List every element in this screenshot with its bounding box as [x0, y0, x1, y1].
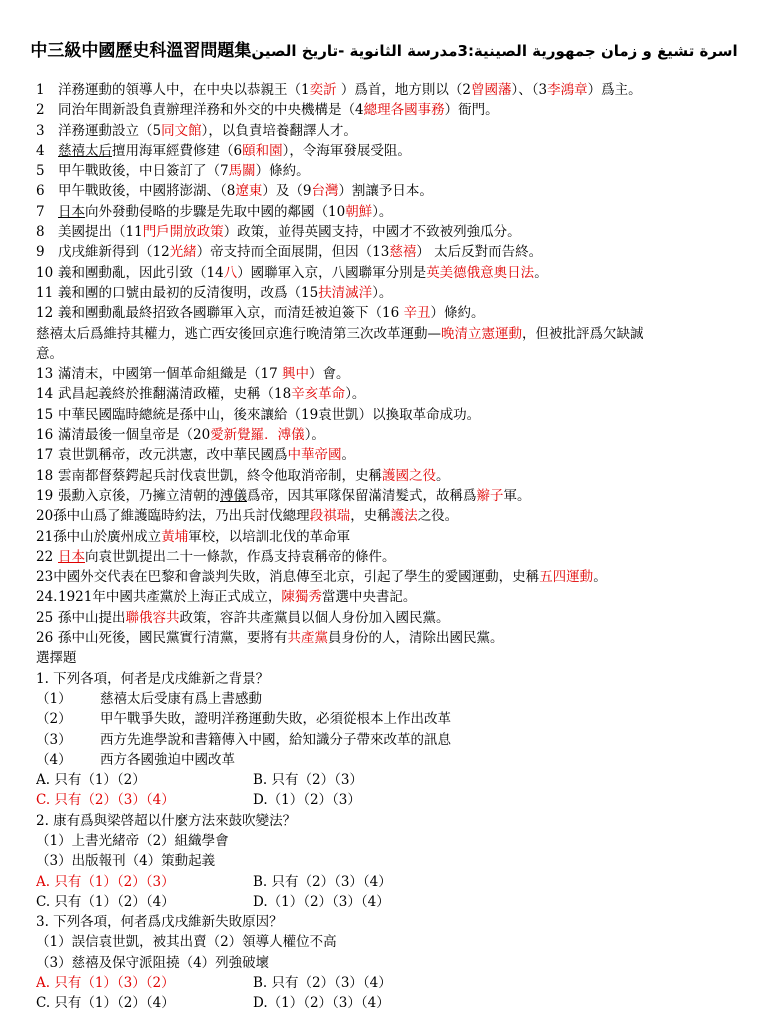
q3-items: （1）誤信袁世凱，被其出賣（2）領導人權位不高 [36, 934, 337, 951]
question-text: 滿清最後一個皇帝是（20 [58, 427, 211, 444]
answer-text: 同文館 [161, 122, 202, 139]
question-number: 1 [36, 82, 45, 98]
question-text: ）條約。 [255, 163, 310, 180]
options-row [36, 892, 748, 912]
item-key: （1） [36, 690, 72, 707]
question-text: 軍。 [503, 487, 531, 504]
fill-question [36, 567, 748, 587]
option-a-answer: A. 只有（1）（2）（3） [36, 873, 175, 890]
item-key: （3） [36, 731, 72, 748]
fill-question [36, 506, 748, 526]
question-number: 11 [36, 284, 54, 301]
answer-text: 總理各國事務 [363, 102, 445, 119]
answer-text: 辮子 [476, 487, 504, 504]
question-text: 爲帝，因其軍隊保留滿清髮式，故稱爲 [247, 487, 477, 504]
content [36, 80, 748, 1014]
answer-text: 遼東 [235, 183, 263, 200]
question-text: 孫中山爲了維護臨時約法，乃出兵討伐總理 [53, 508, 310, 525]
fill-question [36, 303, 748, 323]
fill-question [36, 445, 748, 465]
question-number: 6 [36, 183, 45, 200]
answer-text: 黃埔 [161, 528, 189, 545]
question-text: 洋務運動設立（5 [58, 122, 162, 139]
question-text: 張勳入京後，乃擁立清朝的 [58, 487, 220, 504]
q2-items: （1）上書光緒帝（2）組織學會 [36, 832, 229, 849]
question-number: 18 [36, 467, 54, 484]
fill-question [36, 628, 748, 648]
title-chinese: 中三級中國歷史科溫習問題集 [30, 41, 252, 61]
question-text: 慈禧太后爲維持其權力，逃亡西安後回京進行晚清第三次改革運動— [36, 325, 441, 342]
question-number: 3 [36, 122, 45, 139]
question-number: 21 [36, 528, 54, 545]
answer-text: 曾國藩 [470, 82, 512, 98]
question-text: 義和團動亂最終招致各國聯軍入京，而清廷被迫簽下（16 [58, 305, 404, 322]
fill-question [36, 486, 748, 506]
question-number: 23 [36, 569, 54, 586]
question-text: ）條約。 [430, 305, 485, 322]
fill-question [36, 466, 748, 486]
answer-text: 護國之役 [382, 467, 436, 484]
question-text: 孫中山於廣州成立 [53, 528, 162, 545]
question-text: 。 [534, 264, 548, 281]
question-number: 20 [36, 508, 54, 525]
question-text: 溥儀 [220, 487, 247, 504]
question-text: ），令海軍發展受阻。 [282, 142, 411, 159]
question-text: 慈禧太后 [58, 142, 112, 159]
question-text: 。 [436, 467, 450, 484]
option-d: D.（1）（2）（3） [253, 792, 361, 809]
question-text: 武昌起義終於推翻滿清政權，史稱（18 [58, 386, 292, 403]
answer-text: 聯俄容共 [125, 609, 180, 626]
fill-question [36, 161, 748, 181]
question-text: 義和團動亂，因此引致（14 [58, 264, 224, 281]
option-b: B. 只有（2）（3） [253, 772, 363, 789]
question-text: 美國提出（11 [58, 224, 143, 241]
question-text: 甲午戰敗後，中日簽訂了（7 [58, 163, 229, 180]
answer-text: 馬關 [228, 163, 256, 180]
answer-text: 共產黨 [287, 630, 328, 647]
question-number: 24. [36, 589, 58, 606]
answer-text: 李鴻章 [547, 82, 588, 98]
fill-question [36, 242, 748, 262]
question-text: ）。 [345, 386, 366, 403]
question-number: 19 [36, 487, 54, 504]
question-text: ） 太后反對而告終。 [416, 244, 543, 261]
question-text: 當選中央書記。 [321, 589, 417, 606]
question-number: 8 [36, 224, 45, 241]
question-stem: 1. 下列各項，何者是戊戌維新之背景？ [36, 670, 270, 687]
item-text: 西方先進學說和書籍傳入中國，給知識分子帶來改革的訊息 [100, 731, 451, 748]
question-text: 意。 [36, 345, 63, 362]
title-arabic: اسرة تشيغ و زمان جمهورية الصينية:3مدرسة الثانوية -تاريخ الصين [251, 42, 738, 60]
question-text: 軍校，以培訓北伐的革命軍 [188, 528, 351, 545]
answer-text: 晚清立憲運動 [441, 325, 522, 342]
question-text: ）帝支持而全面展開，但因（13 [196, 244, 390, 261]
question-stem: 3. 下列各項，何者爲戊戌維新失敗原因？ [36, 914, 283, 931]
question-text: ）及（9 [262, 183, 312, 200]
question-number: 26 [36, 630, 54, 647]
page-title [0, 36, 768, 61]
question-text: ）割讓予日本。 [338, 183, 433, 200]
question-text: 雲南都督蔡鍔起兵討伐袁世凱，終令他取消帝制，史稱 [58, 467, 382, 484]
fill-question [36, 181, 748, 201]
question-text: 。 [341, 447, 355, 464]
question-number: 12 [36, 305, 54, 322]
fill-question [36, 405, 748, 425]
question-number: 22 [36, 548, 54, 565]
answer-text: 興中 [281, 366, 309, 383]
option-c: C. 只有（1）（2）（4） [36, 995, 175, 1012]
fill-question [36, 324, 748, 344]
question-text: 中華民國臨時總統是孫中山，後來讓給（19袁世凱）以換取革命成功。 [58, 406, 481, 423]
fill-in-section [36, 80, 748, 648]
answer-text: 門戶開放政策 [142, 224, 224, 241]
fill-question [36, 80, 748, 100]
answer-text: 光緒 [169, 244, 197, 261]
question-text: 甲午戰敗後，中國將澎湖、（8 [58, 183, 236, 200]
question-number: 9 [36, 244, 45, 261]
answer-text: 中華帝國 [287, 447, 342, 464]
question-text: ）。 [304, 427, 325, 444]
question-number: 2 [36, 102, 45, 119]
question-text: 向外發動侵略的步驟是先取中國的鄰國（10 [85, 203, 346, 220]
question-text: ）衙門。 [444, 102, 499, 119]
fill-question [36, 263, 748, 283]
options-row [36, 872, 748, 892]
question-text: 洋務運動的領導人中，在中央以恭親王（1 [58, 82, 310, 98]
question-number: 17 [36, 447, 54, 464]
question-text: ）。 [372, 203, 393, 220]
q2-items: （3）出版報刊（4）策動起義 [36, 853, 216, 870]
question-text: 中國外交代表在巴黎和會談判失敗，消息傳至北京，引起了學生的愛國運動，史稱 [53, 569, 540, 586]
fill-question [36, 608, 748, 628]
question-number: 7 [36, 203, 45, 220]
fill-question [36, 121, 748, 141]
q3-items: （3）慈禧及保守派阻撓（4）列強破壞 [36, 954, 270, 971]
answer-text: 護法 [390, 508, 418, 525]
answer-text: 台灣 [311, 183, 339, 200]
mc-heading: 選擇題 [36, 650, 77, 667]
option-a: A. 只有（1）（2） [36, 772, 146, 789]
answer-text: 日本 [58, 548, 85, 565]
answer-text: 段祺瑞 [309, 508, 351, 525]
options-row [36, 973, 748, 993]
q1-item [36, 750, 748, 770]
question-text: 義和團的口號由最初的反清復明，改爲（15 [58, 284, 319, 301]
answer-text: 辛丑 [403, 305, 431, 322]
question-text: 袁世凱稱帝，改元洪憲，改中華民國爲 [58, 447, 288, 464]
option-d: D.（1）（2）（3）（4） [253, 893, 390, 910]
q1-item [36, 689, 748, 709]
question-text: 之役。 [417, 508, 459, 525]
question-text: ）爲主。 [587, 82, 642, 98]
question-text: ）政策，並得英國支持，中國才不致被列強瓜分。 [223, 224, 521, 241]
answer-text: 八 [223, 264, 238, 281]
fill-question [36, 364, 748, 384]
q1-item [36, 709, 748, 729]
answer-text: 陳獨秀 [281, 589, 322, 606]
answer-text: 辛亥革命 [291, 386, 346, 403]
question-number: 10 [36, 264, 54, 281]
answer-text: 英美德俄意奧日法 [426, 264, 535, 281]
q1-item [36, 730, 748, 750]
item-text: 甲午戰爭失敗，證明洋務運動失敗，必須從根本上作出改革 [100, 711, 451, 728]
fill-question [36, 527, 748, 547]
question-text: ）。 [372, 284, 393, 301]
question-text: 向袁世凱提出二十一條款，作爲支持袁稱帝的條件。 [85, 548, 396, 565]
option-c: C. 只有（1）（2）（4） [36, 893, 175, 910]
question-text: 擅用海軍經費修建（6 [112, 142, 243, 159]
option-b: B. 只有（2）（3）（4） [253, 975, 392, 992]
question-number: 5 [36, 163, 45, 180]
question-text: 戊戌維新得到（12 [58, 244, 170, 261]
item-key: （4） [36, 751, 72, 768]
question-text: ，史稱 [350, 508, 391, 525]
fill-question [36, 222, 748, 242]
option-a-answer: A. 只有（1）（3）（2） [36, 975, 175, 992]
question-text: 同治年間新設負責辦理洋務和外交的中央機構是（4 [58, 102, 364, 119]
question-text: 孫中山提出 [58, 609, 126, 626]
answer-text: 五四運動 [539, 569, 594, 586]
item-text: 西方各國強迫中國改革 [100, 751, 235, 768]
question-number: 13 [36, 366, 54, 383]
fill-question [36, 425, 748, 445]
fill-question [36, 384, 748, 404]
answer-text: 頤和園 [242, 142, 283, 159]
answer-text: 朝鮮 [345, 203, 373, 220]
question-text: 1921年中國共產黨於上海正式成立， [58, 589, 282, 606]
fill-question [36, 587, 748, 607]
question-number: 15 [36, 406, 54, 423]
options-row [36, 790, 748, 810]
options-row [36, 770, 748, 790]
option-d: D.（1）（2）（3）（4） [253, 995, 390, 1012]
answer-text: 慈禧 [389, 244, 417, 261]
question-text: ）會。 [308, 366, 350, 383]
question-text: ）、（3 [511, 82, 548, 98]
answer-text: 愛新覺羅．溥儀 [210, 427, 305, 444]
question-number: 14 [36, 386, 54, 403]
question-text: 員身份的人，清除出國民黨。 [328, 630, 504, 647]
item-key: （2） [36, 711, 72, 728]
question-text: 政策，容許共產黨員以個人身份加入國民黨。 [179, 609, 450, 626]
fill-question [36, 547, 748, 567]
fill-question [36, 100, 748, 120]
question-number: 25 [36, 609, 54, 626]
question-number: 4 [36, 142, 45, 159]
options-row [36, 993, 748, 1013]
answer-text: 奕訢 [309, 82, 337, 98]
answer-text: 扶清滅洋 [318, 284, 373, 301]
fill-question [36, 141, 748, 161]
fill-question [36, 202, 748, 222]
question-text: ）國聯軍入京，八國聯軍分別是 [237, 264, 427, 281]
question-text: 日本 [58, 203, 85, 220]
fill-question [36, 283, 748, 303]
item-text: 慈禧太后受康有爲上書感動 [100, 690, 262, 707]
question-text: 滿清末，中國第一個革命組織是（17 [58, 366, 282, 383]
option-b: B. 只有（2）（3）（4） [253, 873, 392, 890]
question-stem: 2. 康有爲與梁啓超以什麼方法來鼓吹變法？ [36, 812, 297, 829]
question-text: 。 [593, 569, 607, 586]
question-text: ）爲首，地方則以（2 [336, 82, 471, 98]
question-text: ，但被批評爲欠缺誠 [522, 325, 644, 342]
question-number: 16 [36, 427, 54, 444]
fill-question [36, 344, 748, 364]
question-text: ），以負責培養翻譯人才。 [201, 122, 357, 139]
question-text: 孫中山死後，國民黨實行清黨，要將有 [58, 630, 288, 647]
option-c-answer: C. 只有（2）（3）（4） [36, 792, 175, 809]
